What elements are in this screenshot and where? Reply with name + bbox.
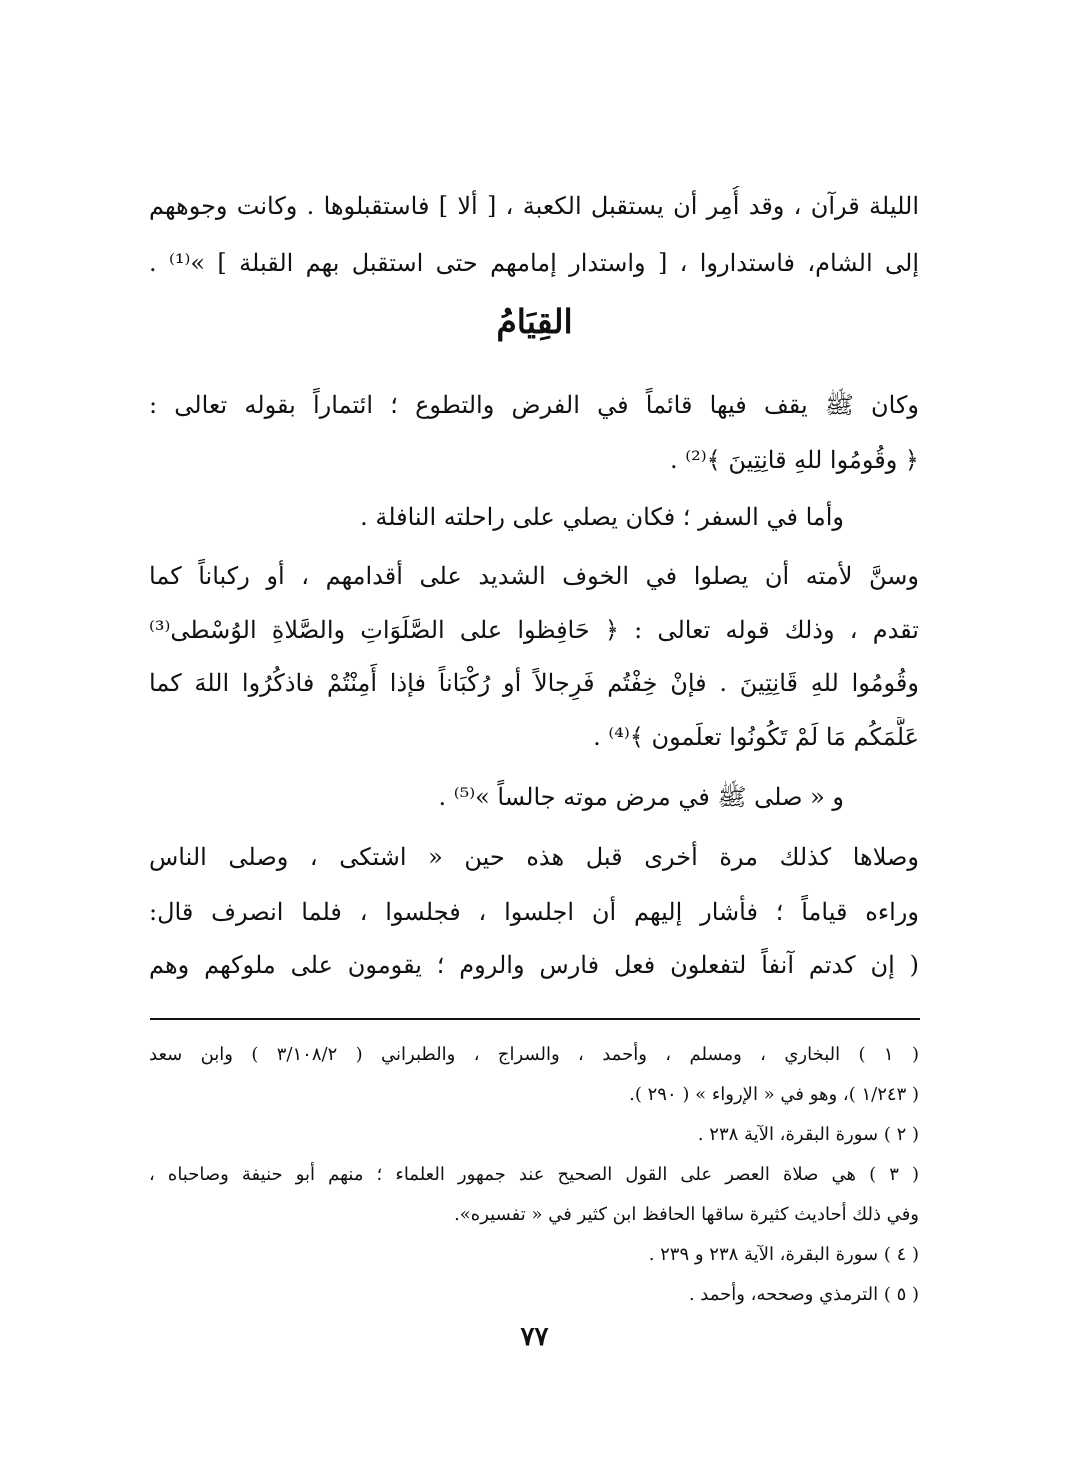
body-line-12: وراءه قياماً ؛ فأشار إليهم أن اجلسوا ، فجلسوا ، فلما انصرف قال:: [149, 898, 919, 926]
footnote-5: ( ٥ ) الترمذي وصححه، وأحمد .: [688, 1284, 919, 1305]
body-line-4: ﴿ وقُومُوا للهِ قانِتِينَ ﴾⁽²⁾ .: [669, 446, 919, 474]
body-line-3: وكان ﷺ يقف فيها قائماً في الفرض والتطوع ؛ ائتماراً بقوله تعالى :: [149, 391, 919, 419]
body-line-13: ( إن كدتم آنفاً لتفعلون فعل فارس والروم ؛ يقومون على ملوكهم وهم: [149, 951, 919, 979]
body-line-10: و « صلى ﷺ في مرض موته جالساً »⁽⁵⁾ .: [438, 783, 844, 811]
body-line-7: تقدم ، وذلك قوله تعالى : ﴿ حَافِظوا على الصَّلَوَاتِ والصَّلاةِ الوُسْطى⁽³⁾: [149, 616, 919, 644]
section-heading: القِيَامُ: [496, 302, 573, 341]
footnote-1-line-1: ( ١ ) البخاري ، ومسلم ، وأحمد ، والسراج ، والطبراني ( ٣/١٠٨/٢ ) وابن سعد: [149, 1044, 919, 1065]
body-line-11: وصلاها كذلك مرة أخرى قبل هذه حين « اشتكى ، وصلى الناس: [149, 843, 919, 871]
page-number: ٧٧: [520, 1322, 549, 1352]
footnote-3-line-2: وفي ذلك أحاديث كثيرة ساقها الحافظ ابن كثير في « تفسيره».: [454, 1204, 919, 1225]
body-line-6: وسنَّ لأمته أن يصلوا في الخوف الشديد على أقدامهم ، أو ركباناً كما: [149, 562, 919, 590]
body-line-1: الليلة قرآن ، وقد أُمِر أن يستقبل الكعبة ، [ ألا ] فاستقبلوها . وكانت وجوههم: [149, 192, 919, 220]
body-line-8: وقُومُوا للهِ قَانِتِينَ . فإنْ خِفْتُم فَرِجالاً أو رُكْبَاناً فإذا أَمِنْتُمْ فاذكُرُوا اللهَ كما: [149, 669, 919, 697]
body-line-5: وأما في السفر ؛ فكان يصلي على راحلته النافلة .: [360, 503, 844, 531]
body-line-2: إلى الشام، فاستداروا ، [ واستدار إمامهم حتى استقبل بهم القبلة ] »⁽¹⁾ .: [149, 249, 919, 277]
footnote-1-line-2: ( ١/٢٤٣ )، وهو في « الإرواء » ( ٢٩٠ ).: [629, 1084, 919, 1105]
footnote-divider: [150, 1018, 920, 1020]
footnote-3-line-1: ( ٣ ) هي صلاة العصر على القول الصحيح عند جمهور العلماء ؛ منهم أبو حنيفة وصاحباه ،: [149, 1164, 919, 1185]
footnote-4: ( ٤ ) سورة البقرة، الآية ٢٣٨ و ٢٣٩ .: [648, 1244, 919, 1265]
footnote-2: ( ٢ ) سورة البقرة، الآية ٢٣٨ .: [697, 1124, 919, 1145]
body-line-9: عَلَّمَكُم مَا لَمْ تَكُونُوا تعلَمون ﴾⁽⁴⁾ .: [593, 723, 919, 751]
